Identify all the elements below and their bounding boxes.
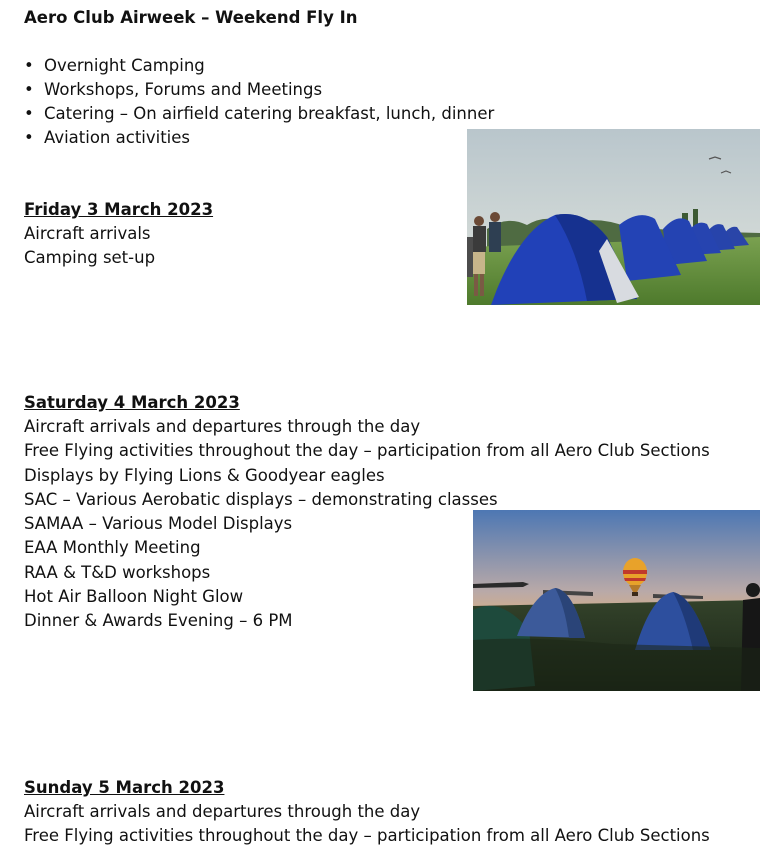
friday-line: Aircraft arrivals: [24, 224, 151, 243]
sunday-section: [24, 776, 710, 849]
saturday-line: Free Flying activities throughout the day – participation from all Aero Club Sections: [24, 441, 710, 461]
list-item: • Catering – On airfield catering breakfast, lunch, dinner: [24, 102, 494, 126]
sunday-line: Aircraft arrivals and departures through the day: [24, 802, 421, 821]
document-title: Aero Club Airweek – Weekend Fly In: [24, 8, 358, 27]
bullet-icon: •: [24, 80, 34, 99]
friday-section: [24, 198, 213, 271]
saturday-line: EAA Monthly Meeting: [24, 538, 201, 558]
saturday-line: SAMAA – Various Model Displays: [24, 514, 293, 534]
balloon-sunset-photo: [473, 510, 760, 691]
highlights-list: [24, 54, 494, 150]
friday-heading: Friday 3 March 2023: [24, 200, 214, 219]
sunday-heading: Sunday 5 March 2023: [24, 778, 225, 797]
camping-tents-photo: [467, 129, 760, 305]
list-item: • Overnight Camping: [24, 54, 494, 78]
saturday-line: Displays by Flying Lions & Goodyear eagles: [24, 465, 385, 485]
friday-line: Camping set-up: [24, 248, 156, 268]
bullet-icon: •: [24, 128, 34, 147]
saturday-line: Dinner & Awards Evening – 6 PM: [24, 611, 293, 631]
bullet-icon: •: [24, 56, 34, 75]
saturday-line: Aircraft arrivals and departures through the day: [24, 417, 421, 436]
list-item: • Aviation activities: [24, 126, 494, 150]
bullet-icon: •: [24, 104, 34, 123]
saturday-heading: Saturday 4 March 2023: [24, 393, 240, 412]
saturday-line: RAA & T&D workshops: [24, 562, 211, 582]
list-item: • Workshops, Forums and Meetings: [24, 78, 494, 102]
saturday-line: Hot Air Balloon Night Glow: [24, 587, 244, 607]
sunday-line: Free Flying activities throughout the day – participation from all Aero Club Sections: [24, 826, 710, 846]
saturday-line: SAC – Various Aerobatic displays – demonstrating classes: [24, 489, 498, 509]
